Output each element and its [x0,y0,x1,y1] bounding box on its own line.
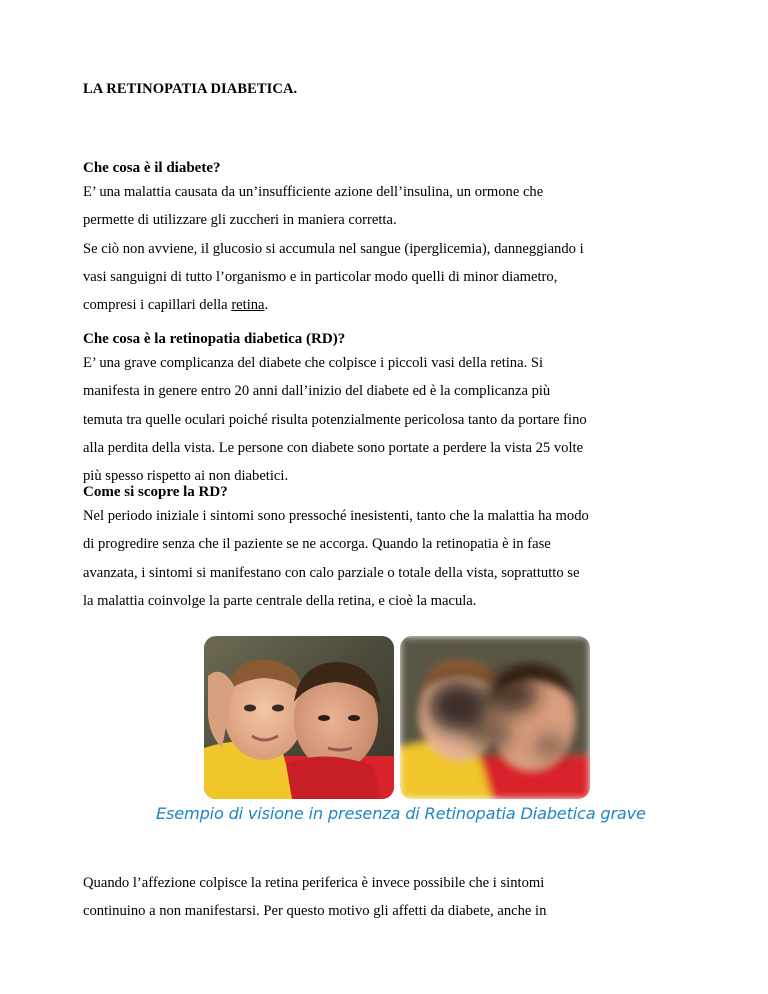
paragraph-line: temuta tra quelle oculari poiché risulta potenzialmente pericolosa tanto da portare fino [83,411,587,428]
document-title: LA RETINOPATIA DIABETICA. [83,81,298,97]
section-closing [83,869,693,926]
paragraph-line: alla perdita della vista. Le persone con diabete sono portate a perdere la vista 25 volte [83,439,584,456]
paragraph-line: E’ una malattia causata da un’insufficiente azione dell’insulina, un ormone che [83,184,544,200]
diabetic-retinopathy-vision-photo [400,636,590,799]
paragraph-line: più spesso rispetto ai non diabetici. [83,468,289,485]
line-text: compresi i capillari della [83,297,232,314]
section-heading: Che cosa è il diabete? [83,160,221,176]
section-what-is-diabetes [83,158,693,319]
paragraph-line: di progredire senza che il paziente se ne accorga. Quando la retinopatia è in fase [83,536,551,553]
section-paragraph [83,178,693,319]
paragraph-line: permette di utilizzare gli zuccheri in maniera corretta. [83,212,397,229]
figure-caption: Esempio di visione in presenza di Retinopatia Diabetica grave [156,804,646,823]
paragraph-line: avanzata, i sintomi si manifestano con calo parziale o totale della vista, soprattutto se [83,564,580,581]
vision-comparison-figure [156,636,646,828]
paragraph-line: la malattia coinvolge la parte centrale della retina, e cioè la macula. [83,592,477,609]
section-how-to-detect-rd [83,482,693,615]
paragraph-line: Se ciò non avviene, il glucosio si accumula nel sangue (iperglicemia), danneggiando i [83,240,584,257]
paragraph-line: Quando l’affezione colpisce la retina periferica è invece possibile che i sintomi [83,875,545,891]
paragraph-line: Nel periodo iniziale i sintomi sono pressoché inesistenti, tanto che la malattia ha modo [83,508,589,524]
line-text: . [264,297,269,314]
normal-vision-photo [204,636,394,799]
paragraph-line: manifesta in genere entro 20 anni dall’inizio del diabete ed è la complicanza più [83,383,551,400]
retina-link[interactable]: retina [231,297,265,314]
paragraph-line: vasi sanguigni di tutto l’organismo e in particolar modo quelli di minor diametro, [83,268,558,285]
paragraph-line: E’ una grave complicanza del diabete che colpisce i piccoli vasi della retina. Si [83,355,544,371]
section-paragraph [83,869,693,926]
section-what-is-rd [83,329,693,490]
section-heading: Come si scopre la RD? [83,484,228,500]
section-paragraph [83,502,693,615]
section-heading: Che cosa è la retinopatia diabetica (RD)? [83,331,346,347]
paragraph-line: continuino a non manifestarsi. Per questo motivo gli affetti da diabete, anche in [83,903,547,920]
section-paragraph [83,349,693,490]
paragraph-line [83,291,693,319]
